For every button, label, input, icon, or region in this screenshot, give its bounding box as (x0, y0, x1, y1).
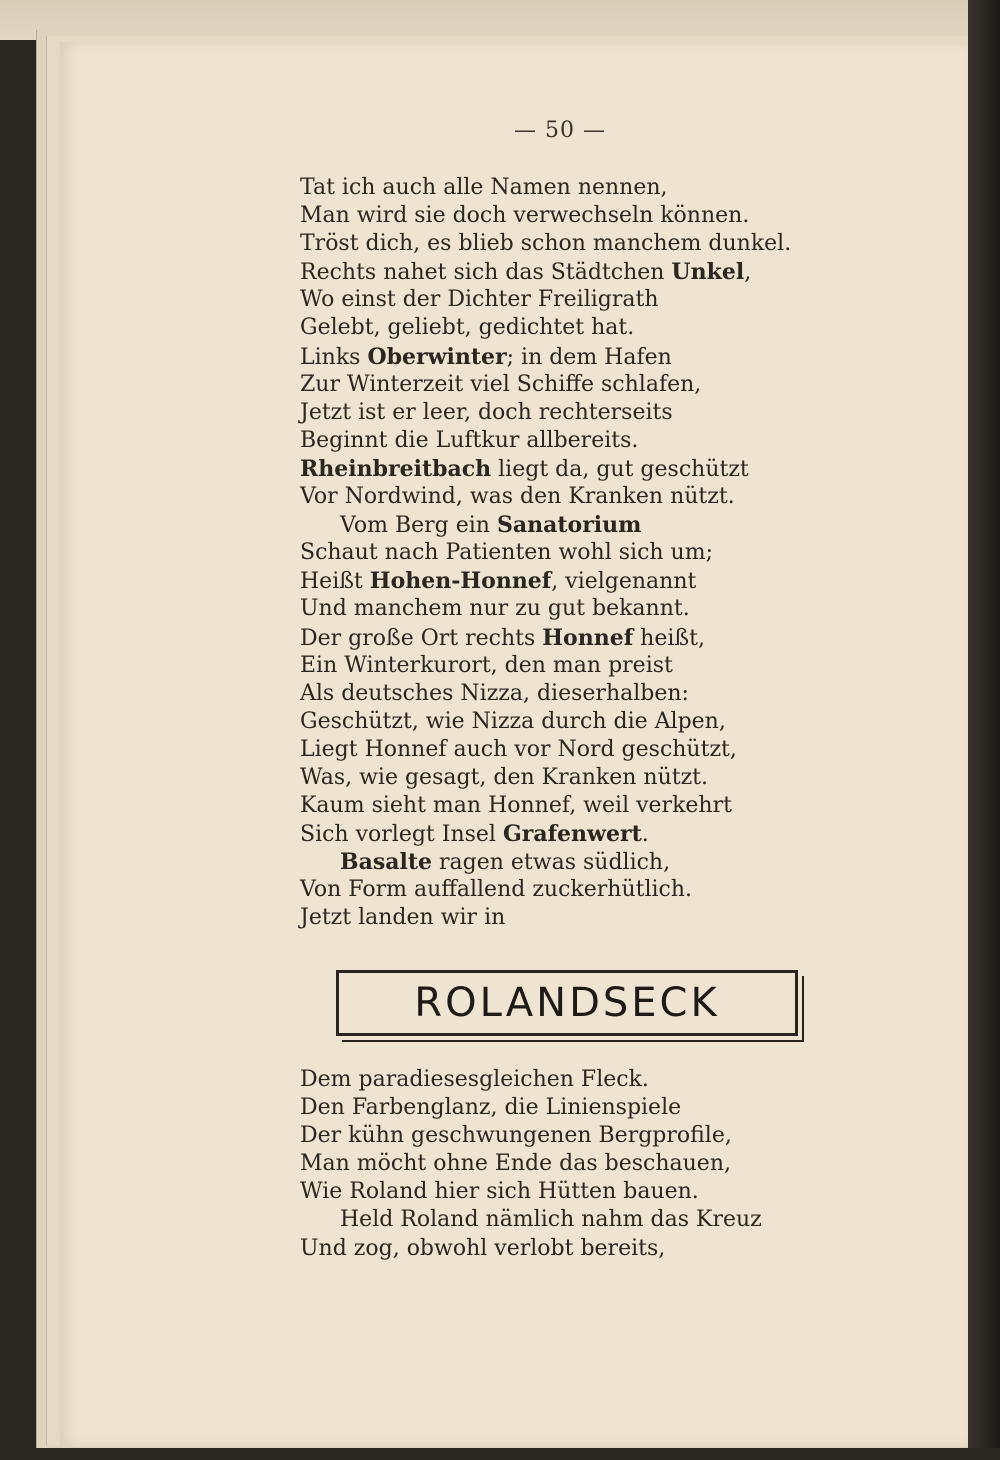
verse-place-name: Basalte (340, 849, 433, 876)
verse-text: Rechts nahet sich das Städtchen (300, 260, 672, 286)
verse-text-after: heißt, (633, 625, 705, 651)
verse-text-after: . (641, 822, 649, 848)
verse-line (300, 904, 791, 932)
verse-text: Jetzt ist er leer, doch rechterseits (300, 399, 673, 425)
scan-background-bottom (0, 1448, 1000, 1460)
verse-line (300, 230, 791, 258)
verse-text: Den Farbenglanz, die Linienspiele (300, 1095, 682, 1121)
verse-line (300, 652, 791, 680)
verse-place-name: Oberwinter (367, 343, 507, 370)
verse-line (300, 1094, 762, 1122)
verse-line (300, 1150, 762, 1178)
verse-text: Jetzt landen wir in (300, 905, 506, 931)
verse-text: Schaut nach Patienten wohl sich um; (300, 540, 713, 566)
verse-line (300, 1178, 762, 1206)
verse-line (300, 539, 791, 567)
verse-text: Zur Winterzeit viel Schiffe schlafen, (300, 371, 702, 397)
verse-text-after: liegt da, gut geschützt (491, 456, 749, 482)
verse-text: Tat ich auch alle Namen nennen, (300, 175, 668, 200)
verse-text: Man wird sie doch verwechseln können. (300, 203, 750, 229)
verse-place-name: Grafenwert (502, 821, 642, 848)
page-number: — 50 — (514, 118, 606, 143)
verse-line (300, 286, 791, 314)
verse-block-bottom (300, 1066, 762, 1263)
verse-line (300, 1066, 762, 1094)
section-heading: ROLANDSECK (414, 980, 720, 1026)
verse-text: Tröst dich, es blieb schon manchem dunkel. (300, 231, 792, 257)
verse-line (300, 511, 791, 539)
verse-line (300, 202, 791, 230)
verse-line (300, 371, 791, 399)
verse-line (300, 314, 791, 342)
verse-text: Liegt Honnef auch vor Nord geschützt, (300, 736, 737, 762)
verse-text: Als deutsches Nizza, dieserhalben: (300, 680, 689, 706)
verse-line (300, 174, 791, 202)
verse-text: Ein Winterkurort, den man preist (300, 652, 673, 678)
verse-line (300, 455, 791, 483)
verse-line (300, 399, 791, 427)
verse-line (300, 1206, 762, 1234)
verse-line (300, 708, 791, 736)
verse-text: Vom Berg ein (340, 513, 497, 539)
verse-line (300, 1235, 762, 1263)
verse-text: Wie Roland hier sich Hütten bauen. (300, 1179, 699, 1205)
verse-text: Man möcht ohne Ende das beschauen, (300, 1151, 731, 1177)
verse-place-name: Honnef (542, 624, 634, 651)
verse-text: Und manchem nur zu gut bekannt. (300, 596, 690, 622)
verse-text: Und zog, obwohl verlobt bereits, (300, 1235, 666, 1261)
verse-line (300, 258, 791, 286)
verse-text-after: ; in dem Hafen (506, 344, 672, 370)
verse-place-name: Rheinbreitbach (300, 455, 492, 482)
verse-text: Beginnt die Luftkur allbereits. (300, 427, 639, 453)
verse-line (300, 792, 791, 820)
scan-background-right (968, 0, 1000, 1460)
verse-text: Wo einst der Dichter Freiligrath (300, 287, 659, 313)
verse-text: Der kühn geschwungenen Bergprofile, (300, 1123, 732, 1149)
verse-place-name: Sanatorium (496, 512, 642, 539)
verse-text: Links (300, 344, 368, 370)
verse-text: Gelebt, geliebt, gedichtet hat. (300, 315, 635, 341)
verse-line (300, 567, 791, 595)
verse-text: Was, wie gesagt, den Kranken nützt. (300, 764, 709, 790)
verse-text-after: ragen etwas südlich, (432, 850, 671, 876)
verse-line (300, 595, 791, 623)
verse-text: Der große Ort rechts (300, 625, 543, 651)
verse-line (300, 820, 791, 848)
verse-text: Heißt (300, 569, 370, 595)
verse-text: Sich vorlegt Insel (300, 822, 503, 848)
verse-line (300, 848, 791, 876)
section-heading-box (336, 970, 798, 1036)
verse-line (300, 736, 791, 764)
verse-text: Kaum sieht man Honnef, weil verkehrt (300, 793, 732, 819)
verse-block-top (300, 174, 791, 933)
verse-line (300, 876, 791, 904)
verse-text: Dem paradiesesgleichen Fleck. (300, 1067, 649, 1092)
verse-text: Vor Nordwind, was den Kranken nützt. (300, 484, 735, 510)
verse-place-name: Hohen-Honnef (369, 568, 552, 595)
verse-text-after: , (744, 260, 752, 286)
verse-line (300, 764, 791, 792)
verse-line (300, 343, 791, 371)
verse-line (300, 680, 791, 708)
verse-line (300, 427, 791, 455)
verse-place-name: Unkel (671, 259, 745, 286)
verse-line (300, 624, 791, 652)
verse-line (300, 1122, 762, 1150)
verse-text: Held Roland nämlich nahm das Kreuz (340, 1207, 762, 1233)
verse-text-after: , vielgenannt (551, 569, 697, 595)
verse-line (300, 483, 791, 511)
verse-text: Von Form auffallend zuckerhütlich. (300, 877, 693, 903)
verse-text: Geschützt, wie Nizza durch die Alpen, (300, 708, 726, 734)
